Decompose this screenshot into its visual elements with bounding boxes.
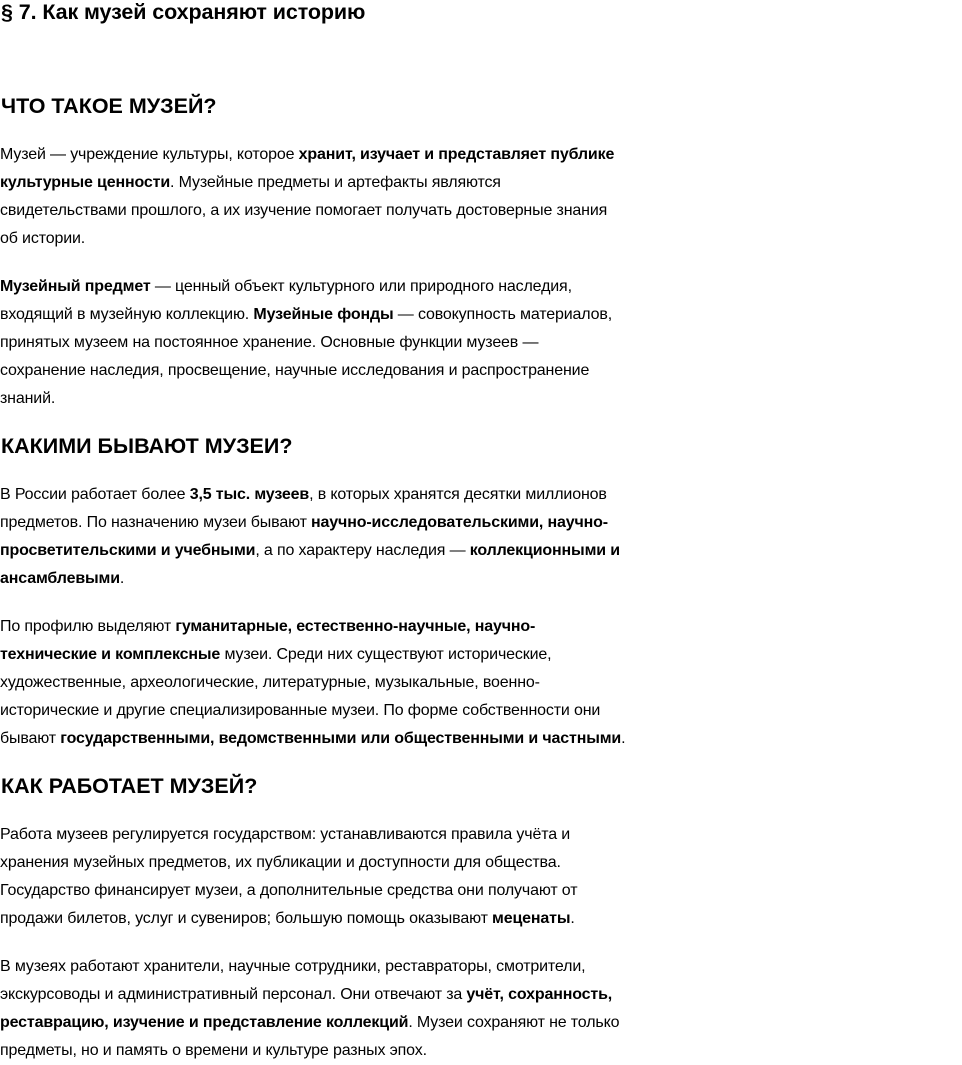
text-line: культурные ценности. Музейные предметы и артефакты являются (0, 174, 501, 191)
section-heading-what-is-museum: ЧТО ТАКОЕ МУЗЕЙ? (1, 94, 217, 118)
text-line: предметов. По назначению музеи бывают научно-исследовательскими, научно- (0, 514, 608, 531)
text-line: ансамблевыми. (0, 570, 125, 587)
paragraph-museum-object (0, 273, 962, 413)
text-line: экскурсоводы и административный персонал. Они отвечают за учёт, сохранность, (0, 986, 613, 1003)
text-line: В России работает более 3,5 тыс. музеев, в которых хранятся десятки миллионов (0, 486, 607, 503)
text-line: продажи билетов, услуг и сувениров; большую помощь оказывают меценаты. (0, 910, 575, 927)
text-line: Музей — учреждение культуры, которое хранит, изучает и представляет публике (0, 146, 615, 163)
text-line: предметы, но и память о времени и культуре разных эпох. (0, 1042, 427, 1059)
section-heading-museum-types: КАКИМИ БЫВАЮТ МУЗЕИ? (1, 434, 293, 458)
paragraph-state-regulation (0, 821, 962, 933)
page-title: § 7. Как музей сохраняют историю (1, 0, 366, 24)
text-line: технические и комплексные музеи. Среди них существуют исторические, (0, 646, 552, 663)
paragraph-museum-definition (0, 141, 962, 253)
text-line: принятых музеем на постоянное хранение. Основные функции музеев — (0, 334, 539, 351)
text-line: художественные, археологические, литературные, музыкальные, военно- (0, 674, 540, 691)
text-line: Работа музеев регулируется государством: устанавливаются правила учёта и (0, 826, 571, 843)
text-line: исторические и другие специализированные музеи. По форме собственности они (0, 702, 601, 719)
paragraph-museums-in-russia (0, 481, 962, 593)
text-line: хранения музейных предметов, их публикации и доступности для общества. (0, 854, 561, 871)
paragraph-museum-staff (0, 953, 962, 1065)
text-line: свидетельствами прошлого, а их изучение помогает получать достоверные знания (0, 202, 608, 219)
text-line: По профилю выделяют гуманитарные, естественно-научные, научно- (0, 618, 536, 635)
text-line: об истории. (0, 230, 86, 247)
paragraph-museum-profiles (0, 613, 962, 753)
text-line: сохранение наследия, просвещение, научные исследования и распространение (0, 362, 590, 379)
text-line: В музеях работают хранители, научные сотрудники, реставраторы, смотрители, (0, 958, 586, 975)
text-line: Музейный предмет — ценный объект культурного или природного наследия, (0, 278, 572, 295)
text-line: Государство финансирует музеи, а дополнительные средства они получают от (0, 882, 578, 899)
text-line: бывают государственными, ведомственными или общественными и частными. (0, 730, 626, 747)
section-heading-how-museum-works: КАК РАБОТАЕТ МУЗЕЙ? (1, 774, 258, 798)
text-line: входящий в музейную коллекцию. Музейные фонды — совокупность материалов, (0, 306, 613, 323)
text-line: реставрацию, изучение и представление коллекций. Музеи сохраняют не только (0, 1014, 620, 1031)
text-line: просветительскими и учебными, а по характеру наследия — коллекционными и (0, 542, 620, 559)
text-line: знаний. (0, 390, 56, 407)
